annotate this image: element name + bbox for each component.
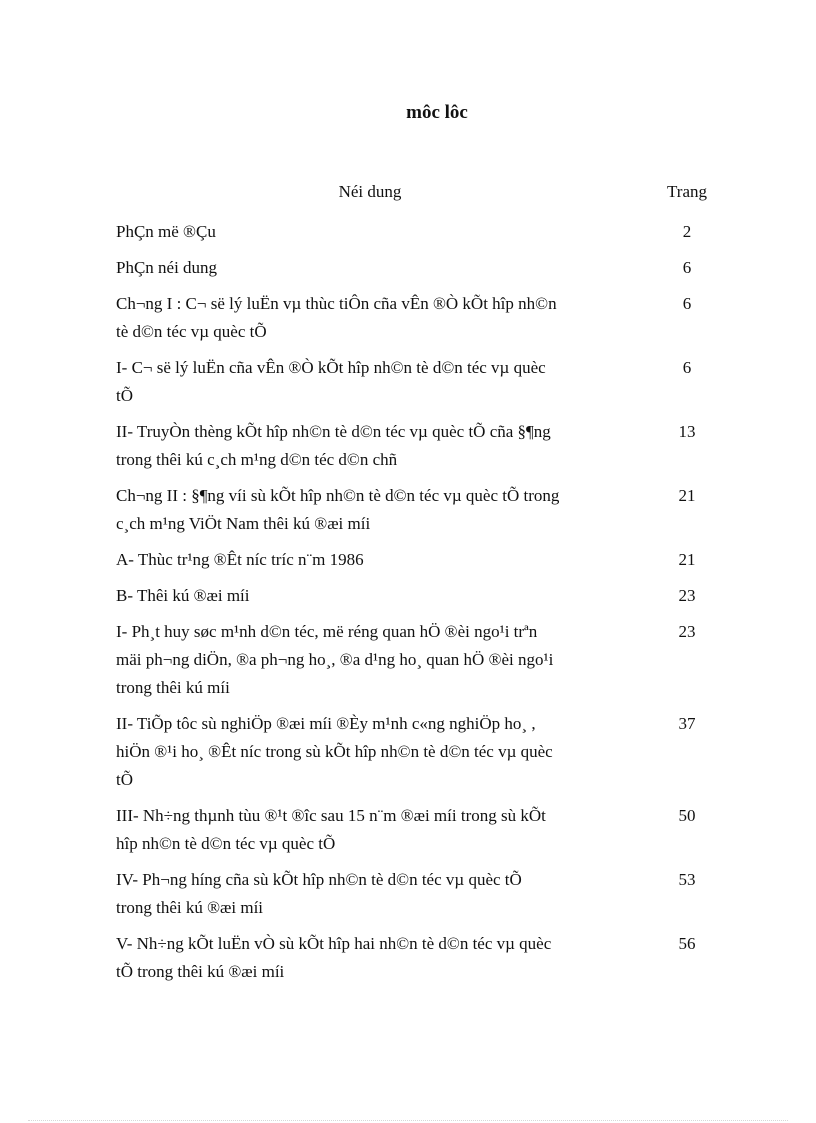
toc-entry-text: A- Thùc tr¹ng ®Êt níc tríc n¨m 1986 [116, 550, 364, 569]
toc-entry-page: 53 [678, 870, 696, 889]
toc-entry-text: II- TiÕp tôc sù nghiÖp ®æi míi ®Èy m¹nh c«ng nghiÖp ho¸ , hiÖn ®¹i ho¸ ®Êt níc trong sù kÕt hîp nh©n tè d©n téc vµ quèc tÕ [116, 714, 553, 789]
page-column-header: Trang [667, 182, 707, 201]
toc-entry-page: 6 [682, 294, 692, 313]
toc-entry [116, 866, 744, 922]
toc-entry-page: 6 [682, 358, 692, 377]
toc-entry [116, 354, 744, 410]
toc-entry-page: 50 [678, 806, 696, 825]
toc-entry-page: 2 [682, 222, 692, 241]
toc-entry-text: IV- Ph¬ng híng cña sù kÕt hîp nh©n tè d©n téc vµ quèc tÕ trong thêi kú ®æi míi [116, 870, 522, 917]
page-bottom-divider [28, 1120, 788, 1121]
toc-header [116, 182, 744, 206]
toc-entry-text: I- C¬ së lý luËn cña vÊn ®Ò kÕt hîp nh©n tè d©n téc vµ quèc tÕ [116, 358, 546, 405]
toc-entry-page: 13 [678, 422, 696, 441]
toc-entry-page: 23 [678, 622, 696, 641]
toc-entry-text: Ch¬ng II : §¶ng víi sù kÕt hîp nh©n tè d©n téc vµ quèc tÕ trong c¸ch m¹ng ViÖt Nam thêi kú ®æi míi [116, 486, 560, 533]
toc-entry [116, 218, 744, 246]
toc-entry [116, 290, 744, 346]
toc-entry-text: PhÇn më ®Çu [116, 222, 216, 241]
toc-entry-text: I- Ph¸t huy søc m¹nh d©n téc, më réng quan hÖ ®èi ngo¹i trªn mäi ph¬ng diÖn, ®a ph¬ng ho¸, ®a d¹ng ho¸ quan hÖ ®èi ngo¹i trong thêi kú míi [116, 622, 554, 697]
toc-entry [116, 618, 744, 702]
toc-entry-page: 6 [682, 258, 692, 277]
toc-entry-page: 21 [678, 550, 696, 569]
toc-entry-page: 23 [678, 586, 696, 605]
toc-entry [116, 482, 744, 538]
toc-entry [116, 930, 744, 986]
page-title: môc lôc [406, 102, 468, 123]
toc-entry-text: III- Nh÷ng thµnh tùu ®¹t ®îc sau 15 n¨m ®æi míi trong sù kÕt hîp nh©n tè d©n téc vµ quèc tÕ [116, 806, 546, 853]
toc-entry-text: PhÇn néi dung [116, 258, 218, 277]
toc-entry [116, 802, 744, 858]
toc-entry-page: 37 [678, 714, 696, 733]
toc-entry [116, 254, 744, 282]
toc-entry-text: Ch¬ng I : C¬ së lý luËn vµ thùc tiÔn cña vÊn ®Ò kÕt hîp nh©n tè d©n téc vµ quèc tÕ [116, 294, 557, 341]
toc-entry-page: 56 [678, 934, 696, 953]
toc-entry [116, 418, 744, 474]
table-of-contents [116, 218, 744, 994]
toc-entry-text: V- Nh÷ng kÕt luËn vÒ sù kÕt hîp hai nh©n tè d©n téc vµ quèc tÕ trong thêi kú ®æi míi [116, 934, 552, 981]
content-column-header: Néi dung [338, 182, 402, 201]
toc-entry [116, 582, 744, 610]
toc-entry [116, 710, 744, 794]
toc-entry-text: II- TruyÒn thèng kÕt hîp nh©n tè d©n téc vµ quèc tÕ cña §¶ng trong thêi kú c¸ch m¹ng d©n téc d©n chñ [116, 422, 551, 469]
toc-entry-text: B- Thêi kú ®æi míi [116, 586, 250, 605]
toc-entry [116, 546, 744, 574]
toc-entry-page: 21 [678, 486, 696, 505]
